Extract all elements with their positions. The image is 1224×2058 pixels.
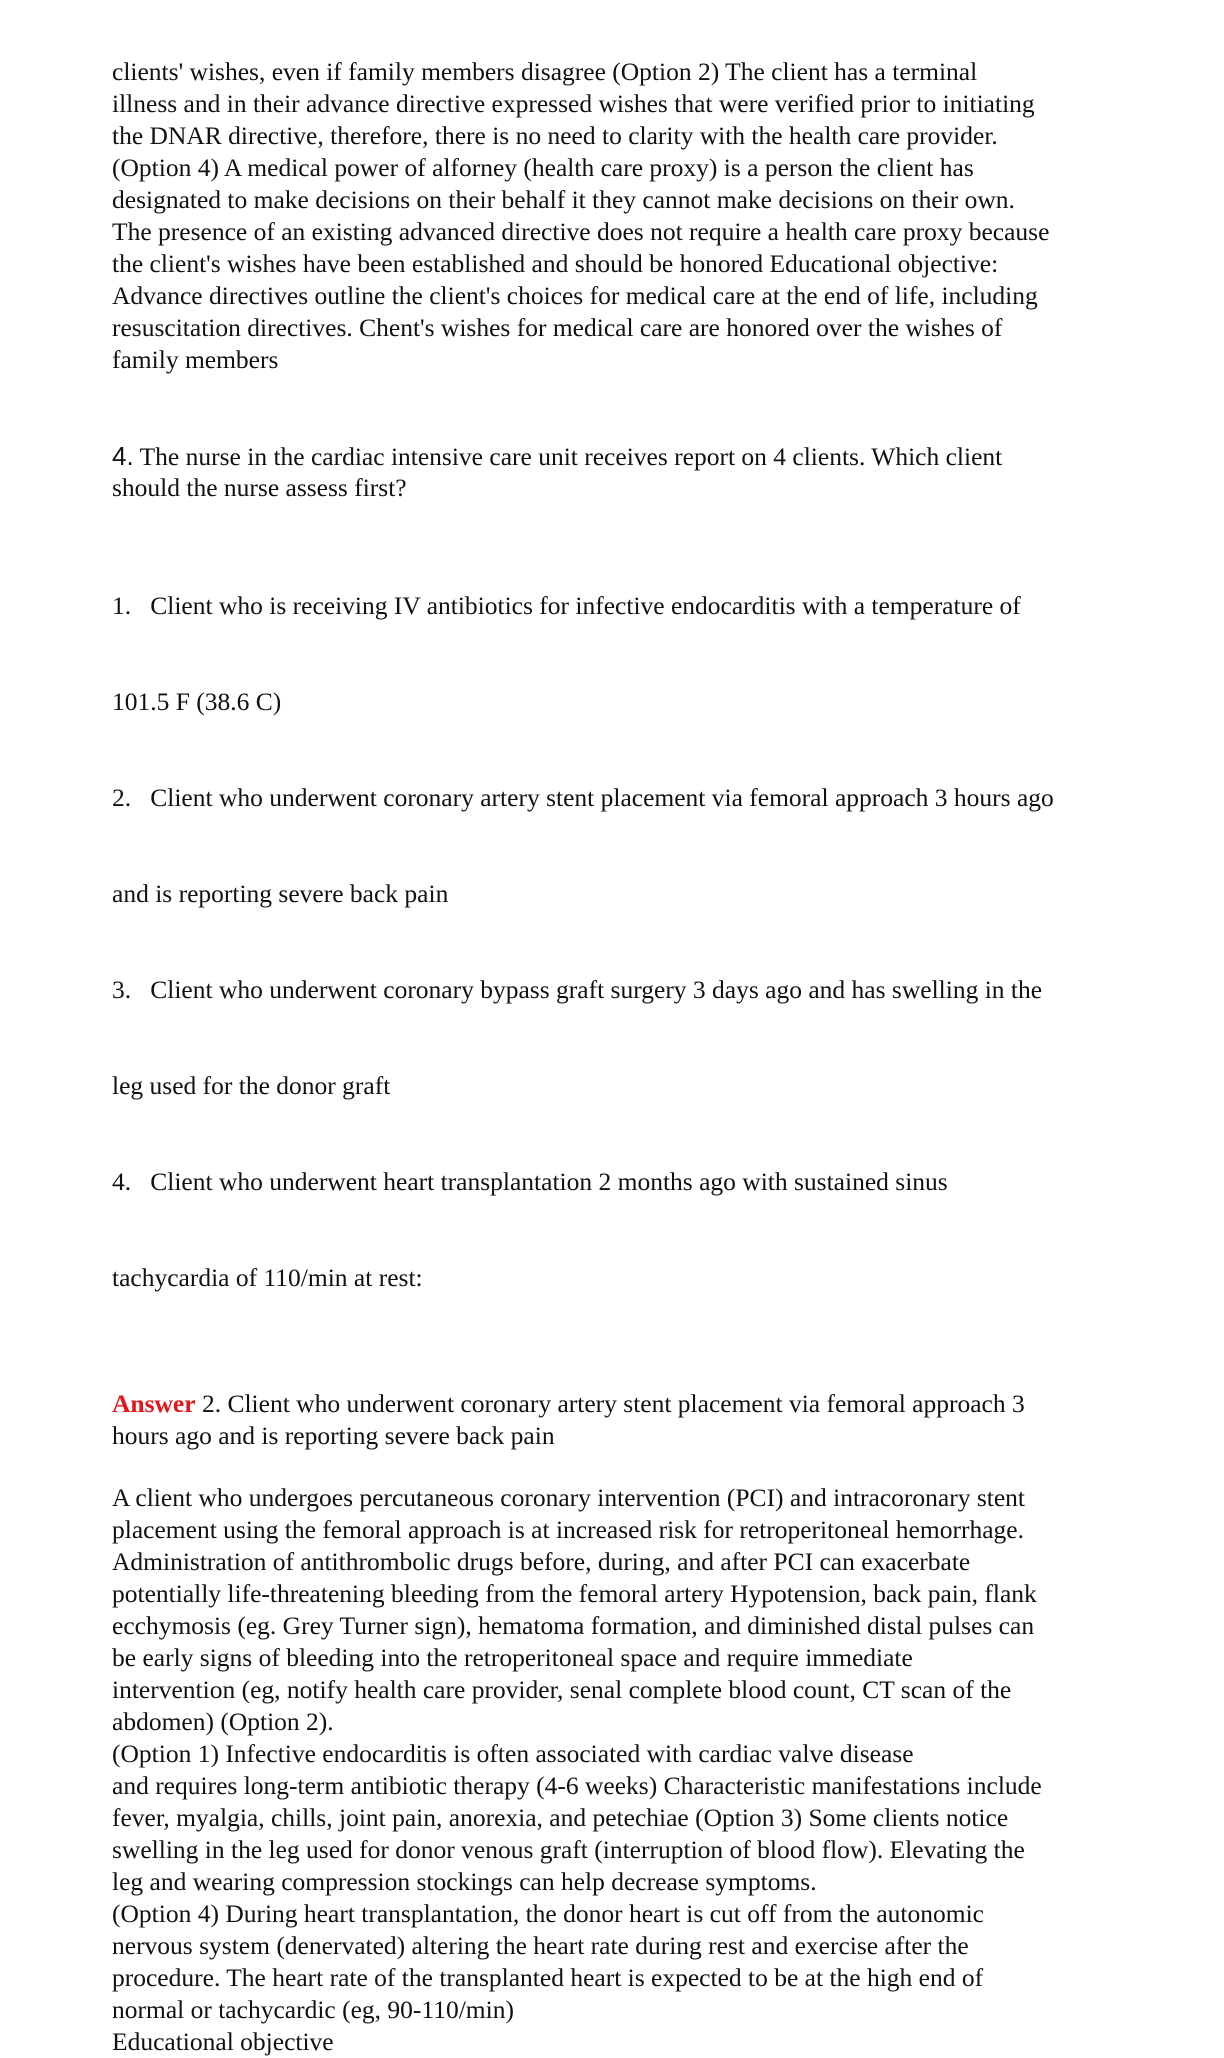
options-list [112,526,1124,1358]
spacer [112,504,1124,526]
text-line: family members [112,345,279,374]
text-line: ecchymosis (eg. Grey Turner sign), hematoma formation, and diminished distal pulses can [112,1611,1035,1640]
answer-block [112,1388,1124,1452]
question-line: should the nurse assess first? [112,473,407,502]
option-line: 4. Client who underwent heart transplantation 2 months ago with sustained sinus [112,1167,948,1196]
text-line: procedure. The heart rate of the transplanted heart is expected to be at the high end of [112,1963,984,1992]
option-line: 2. Client who underwent coronary artery stent placement via femoral approach 3 hours ago [112,783,1054,812]
text-line: (Option 4) A medical power of alforney (health care proxy) is a person the client has [112,153,974,182]
text-line: be early signs of bleeding into the retroperitoneal space and require immediate [112,1643,913,1672]
answer-text: 2. Client who underwent coronary artery stent placement via femoral approach 3 [195,1389,1025,1418]
question-line [112,440,1124,472]
option-line: 1. Client who is receiving IV antibiotics for infective endocarditis with a temperature of [112,591,1021,620]
spacer [112,1358,1124,1388]
question [112,440,1124,504]
question-text: The nurse in the cardiac intensive care unit receives report on 4 clients. Which client [133,442,1003,471]
text-line: leg and wearing compression stockings can help decrease symptoms. [112,1867,817,1896]
spacer [112,1452,1124,1482]
text-line: normal or tachycardic (eg, 90-110/min) [112,1995,514,2024]
text-line: designated to make decisions on their behalf it they cannot make decisions on their own. [112,185,1015,214]
text-line: (Option 1) Infective endocarditis is often associated with cardiac valve disease [112,1739,914,1768]
text-line: Advance directives outline the client's choices for medical care at the end of life, including [112,281,1038,310]
text-line: swelling in the leg used for donor venous graft (interruption of blood flow). Elevating the [112,1835,1025,1864]
text-line: abdomen) (Option 2). [112,1707,334,1736]
text-line: The presence of an existing advanced directive does not require a health care proxy because [112,217,1050,246]
text-line: Educational objective [112,2027,334,2056]
option-line: and is reporting severe back pain [112,879,449,908]
explanation [112,1482,1124,2058]
document-page [112,56,1124,2058]
text-line: resuscitation directives. Chent's wishes for medical care are honored over the wishes of [112,313,1003,342]
text-line: illness and in their advance directive expressed wishes that were verified prior to initiating [112,89,1035,118]
text-line: and requires long-term antibiotic therapy (4-6 weeks) Characteristic manifestations include [112,1771,1042,1800]
text-line: nervous system (denervated) altering the heart rate during rest and exercise after the [112,1931,969,1960]
text-line: potentially life-threatening bleeding from the femoral artery Hypotension, back pain, flank [112,1579,1037,1608]
text-line: (Option 4) During heart transplantation, the donor heart is cut off from the autonomic [112,1899,984,1928]
text-line: fever, myalgia, chills, joint pain, anorexia, and petechiae (Option 3) Some clients notice [112,1803,1009,1832]
text-line: intervention (eg, notify health care provider, senal complete blood count, CT scan of the [112,1675,1012,1704]
answer-line: hours ago and is reporting severe back pain [112,1421,555,1450]
text-line: clients' wishes, even if family members disagree (Option 2) The client has a terminal [112,57,978,86]
text-line: the DNAR directive, therefore, there is no need to clarity with the health care provider. [112,121,998,150]
option-line: 3. Client who underwent coronary bypass graft surgery 3 days ago and has swelling in the [112,975,1043,1004]
option-line: 101.5 F (38.6 C) [112,687,282,716]
question-number: 4. [112,441,134,471]
text-line: Administration of antithrombolic drugs before, during, and after PCI can exacerbate [112,1547,971,1576]
text-line: the client's wishes have been established and should be honored Educational objective: [112,249,999,278]
text-line: placement using the femoral approach is at increased risk for retroperitoneal hemorrhage. [112,1515,1024,1544]
answer-line [112,1388,1124,1420]
text-line: A client who undergoes percutaneous coronary intervention (PCI) and intracoronary stent [112,1483,1026,1512]
intro-paragraph [112,56,1124,376]
option-line: leg used for the donor graft [112,1071,391,1100]
option-line: tachycardia of 110/min at rest: [112,1263,423,1292]
answer-label: Answer [112,1389,196,1418]
spacer [112,376,1124,440]
